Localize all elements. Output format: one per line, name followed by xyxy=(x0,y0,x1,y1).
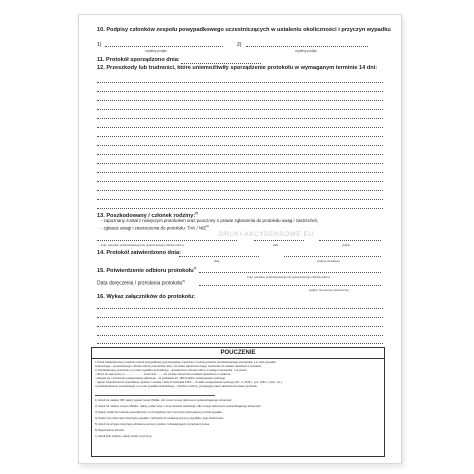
footnote-line: 2) Jeżeli nie nadano numeru PESEL, należy podać serię i numer dowodu osobistego, albo innego dokumentu potwierdzającego tożsamość. xyxy=(95,405,262,408)
pouczenie-line: - ubiegać się o wszczęcie postępowania sądowego - na podstawie art. 189 Kodeksu postępowania cywilnego, xyxy=(95,377,226,380)
signature-1-line[interactable] xyxy=(105,46,223,47)
footnote-separator xyxy=(95,395,215,396)
section-16-title: 16. Wykaz załączników do protokołu: xyxy=(97,294,196,300)
section-13-sign-caption: podpis xyxy=(342,244,350,247)
section-14-date-caption: data xyxy=(214,260,220,263)
section-15-sign-caption: podpis / lub pieczęć pełnomocnej xyxy=(309,289,349,292)
footnote-line: 4) Podać inne informacje dotyczące wypadku, niezbędne do ustalenia przyczyn wypadku i jego okoliczności. xyxy=(95,417,224,420)
section-13-line-2: - zgłasza uwagi i zastrzeżenia do protokołu: TAK / NIE$^{6)}$ xyxy=(101,224,209,231)
employer-signature-line[interactable] xyxy=(284,256,381,257)
signature-2-line[interactable] xyxy=(246,46,368,47)
approval-date-line[interactable] xyxy=(179,256,259,257)
section-13-date-caption: data xyxy=(273,244,279,247)
signature-2-caption: czytelny podpis xyxy=(295,49,317,53)
footnote-line: 3) Należy podać kod zawodu (specjalności), a szczegółowy opis czynności wykonywanej w chwili wypadku. xyxy=(95,411,223,414)
signature-2-number: 2) xyxy=(237,42,242,48)
pouczenie-divider xyxy=(92,358,384,359)
footnote-line: 7) Jeżeli brak podpisu, należy podać przyczynę. xyxy=(95,435,153,438)
form-page xyxy=(78,14,402,464)
section-13-date-line[interactable] xyxy=(254,240,304,241)
delivery-date-label: Data doręczenia / przesłania protokołu$^{6)}$ xyxy=(97,279,185,287)
delivery-date-line[interactable] xyxy=(199,285,381,286)
signature-1-number: 1) xyxy=(97,42,102,48)
section-13-signature-line[interactable] xyxy=(319,240,381,241)
section-13-title: 13. Poszkodowany / członek rodziny:$^{6)}$ xyxy=(97,211,198,219)
pouczenie-line: śmiertelnego - upoważnionego członka rodziny pracownika, który ma prawo zgłoszenia uwag i zastrzeżeń do ustaleń zawartych w protokole. xyxy=(95,365,263,368)
watermark: DRUKI-AKCYDENSOWE.EU xyxy=(219,231,314,238)
pouczenie-box xyxy=(91,347,385,457)
receipt-name-line[interactable] xyxy=(199,272,381,273)
pouczenie-line: i poszkodowanemu pracownikowi, a w razie wypadku śmiertelnego - członkom rodziny, przysługuje prawo zaskarżenia ustaleń protokołu. xyxy=(95,385,258,388)
section-14-sign-caption: podpis pracodawcy xyxy=(317,260,341,263)
footnote-line: 1) Jeżeli nie nadano NIP, należy wpisać numer PESEL, lub numer innego dokumentu potwierdzającego tożsamość. xyxy=(95,399,233,402)
section-10-title: 10. Podpisy członków zespołu powypadkowego uczestniczących w ustaleniu okoliczności i przyczyn wypadku xyxy=(97,27,391,33)
section-13-caption: imię i nazwisko poszkodowanego lub upoważnionego członka rodziny xyxy=(101,244,184,247)
pouczenie-title: POUCZENIE xyxy=(220,350,256,356)
section-11-title: 11. Protokół sporządzono dnia: xyxy=(97,57,180,63)
pouczenie-line: - zgłosić zastrzeżenia do pracodawcy zgodnie z ustawą z dnia 17 listopada 1964 r. - Kodeks postępowania cywilnego (Dz. U. 2018 r., poz. 1360, z późn. zm.), xyxy=(95,381,283,384)
section-15-title: 15. Potwierdzenie odbioru protokołu$^{7)}$ xyxy=(97,266,197,274)
pouczenie-line: - złożyć do sądu pracy w ........................ w terminie ........ dni od daty doręczenia protokołu powództwo o ustalenie, xyxy=(95,373,232,376)
pouczenie-line: I. Przed zatwierdzeniem protokołu zespół powypadkowy jest obowiązany zapoznać z treścią protokołu poszkodowanego pracownika, a w razie wypadku xyxy=(95,361,276,364)
date-prepared-field[interactable] xyxy=(181,63,261,64)
pouczenie-line: II. Poszkodowany pracownik, a w razie wypadku śmiertelnego - upoważniony członek rodziny zmarłego pracownika - ma prawo: xyxy=(95,369,248,372)
section-15-caption: imię i nazwisko poszkodowanego lub upoważnionego członka rodziny xyxy=(247,276,330,279)
family-member-name-line[interactable] xyxy=(97,240,237,241)
section-13-line-1: - zapoznany został z niniejszym protokołem oraz pouczony o prawie zgłoszenia do protokołu uwag i zastrzeżeń, xyxy=(101,218,319,223)
section-14-title: 14. Protokół zatwierdzono dnia: xyxy=(97,250,181,256)
footnote-line: 5) Jeżeli nie przyjęto dotyczące udzielenia pomocy zgodnie z obowiązującymi przepisami prawa. xyxy=(95,423,210,426)
signature-1-caption: czytelny podpis xyxy=(145,49,167,53)
footnote-line: 6) Niepotrzebne skreślić. xyxy=(95,429,125,432)
section-12-title: 12. Przeszkody lub trudności, które uniemożliwiły sporządzenie protokołu w wymaganym terminie 14 dni: xyxy=(97,65,378,71)
